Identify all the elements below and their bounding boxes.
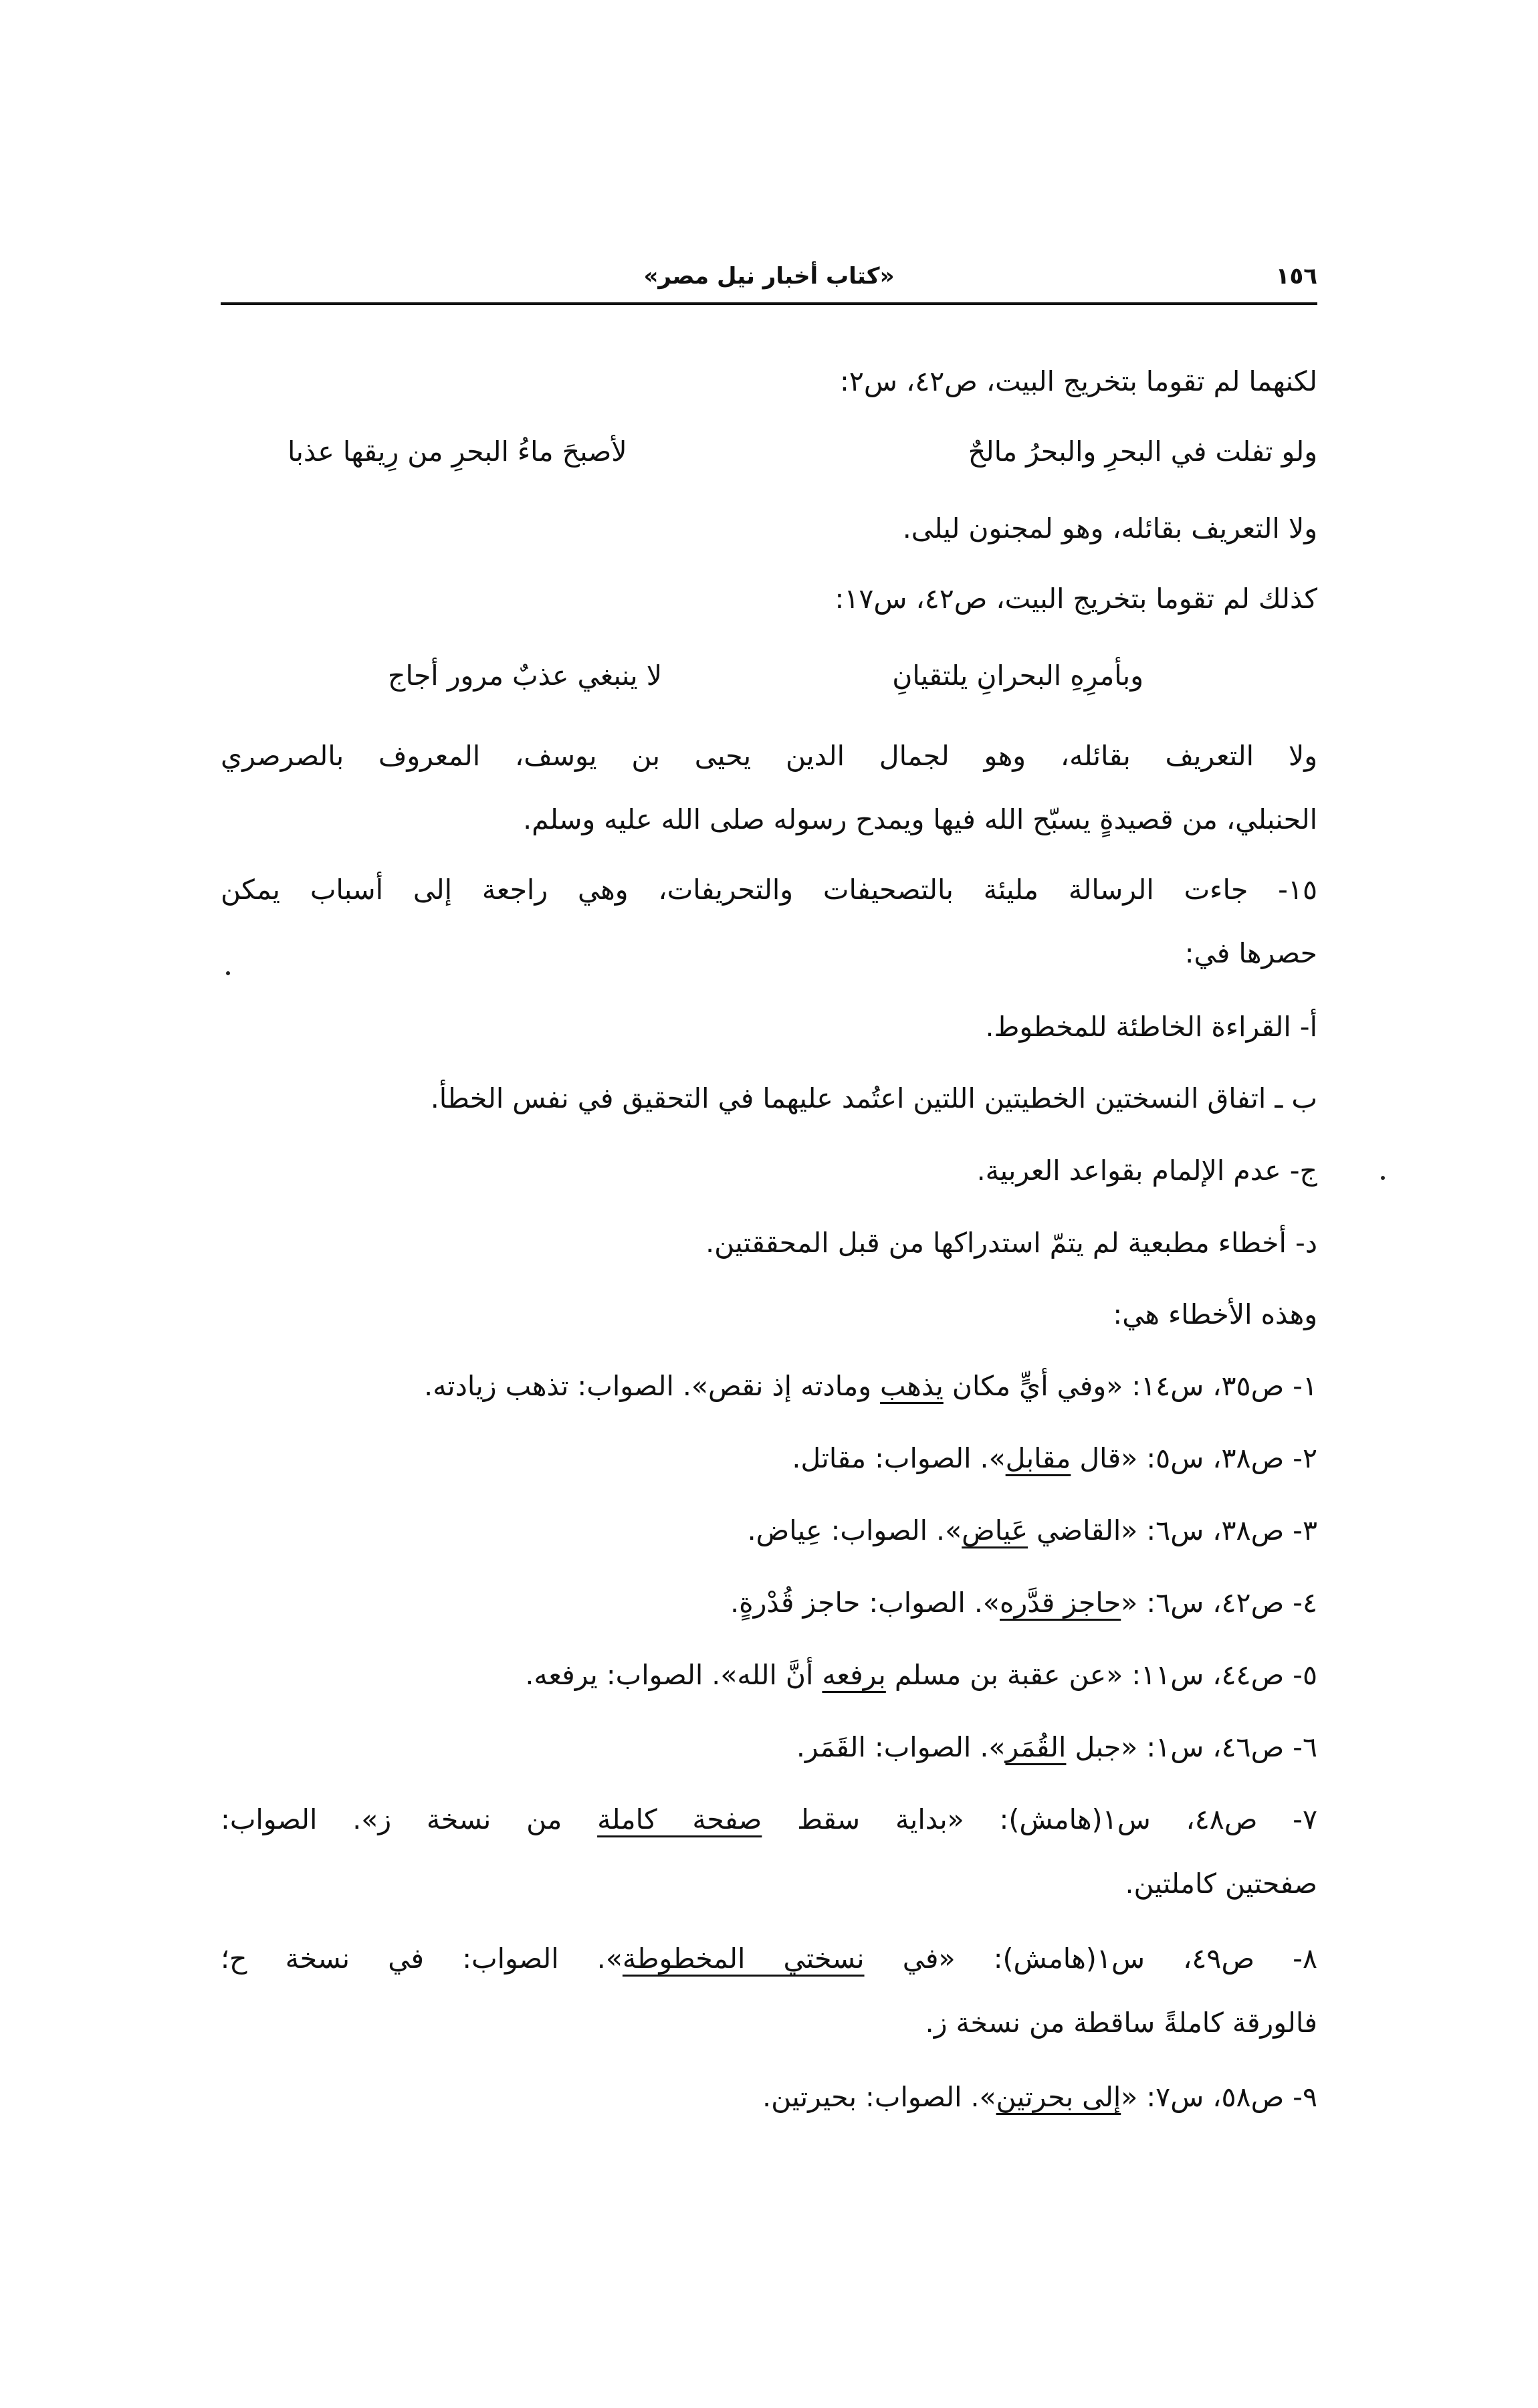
header-title: «كتاب أخبار نيل مصر»: [643, 263, 895, 290]
verse1-first-hemistich: ولو تفلت في البحرِ والبحرُ مالحٌ: [968, 435, 1317, 468]
reason-d: د- أخطاء مطبعية لم يتمّ استدراكها من قبل المحققتين.: [705, 1227, 1317, 1259]
error-7-word: صفحة كاملة: [597, 1803, 762, 1835]
page-number: ١٥٦: [1275, 263, 1317, 290]
point-15-cont: حصرها في:: [1184, 937, 1317, 969]
error-3-word: عَياض: [962, 1514, 1028, 1546]
line-attribution-2-cont: الحنبلي، من قصيدةٍ يسبّح الله فيها ويمدح رسوله صلى الله عليه وسلم.: [523, 803, 1317, 835]
error-9-word: إلى بحرتين: [996, 2081, 1121, 2113]
error-1-word: يذهب: [880, 1370, 944, 1402]
stray-mark-2: [1381, 1176, 1385, 1180]
verse2-first-hemistich: وبأمرِهِ البحرانِ يلتقيانِ: [892, 660, 1143, 692]
error-item-1: ١- ص٣٥، س١٤: «وفي أيٍّ مكان يذهب ومادته إذ نقص». الصواب: تذهب زيادته.: [424, 1370, 1317, 1402]
error-item-6: ٦- ص٤٦، س١: «جبل القُمَر». الصواب: القَمَر.: [796, 1731, 1317, 1763]
line-no-takhrij-2: كذلك لم تقوما بتخريج البيت، ص٤٢، س١٧:: [835, 583, 1317, 615]
point-15: ١٥- جاءت الرسالة مليئة بالتصحيفات والتحريفات، وهي راجعة إلى أسباب يمكن: [221, 874, 1317, 906]
reason-b: ب ـ اتفاق النسختين الخطيتين اللتين اعتُمد عليهما في التحقيق في نفس الخطأ.: [430, 1082, 1317, 1114]
verse1-second-hemistich: لأصبحَ ماءُ البحرِ من رِيقها عذبا: [288, 435, 627, 468]
error-item-3: ٣- ص٣٨، س٦: «القاضي عَياض». الصواب: عِياض.: [747, 1514, 1317, 1546]
error-item-9: ٩- ص٥٨، س٧: «إلى بحرتين». الصواب: بحيرتين.: [762, 2081, 1317, 2113]
reason-a: أ- القراءة الخاطئة للمخطوط.: [985, 1011, 1317, 1043]
errors-intro: وهذه الأخطاء هي:: [1113, 1298, 1317, 1330]
error-2-word: مقابل: [1005, 1442, 1071, 1474]
error-item-7-cont: صفحتين كاملتين.: [1125, 1868, 1317, 1900]
reason-c: ج- عدم الإلمام بقواعد العربية.: [976, 1155, 1317, 1187]
line-attribution-2: ولا التعريف بقائله، وهو لجمال الدين يحيى بن يوسف، المعروف بالصرصري: [221, 740, 1317, 772]
error-item-2: ٢- ص٣٨، س٥: «قال مقابل». الصواب: مقاتل.: [792, 1442, 1317, 1474]
running-header: [221, 258, 1317, 304]
error-item-4: ٤- ص٤٢، س٦: «حاجز قدَّره». الصواب: حاجز قُدْرةٍ.: [730, 1587, 1317, 1619]
stray-mark: [226, 971, 230, 975]
line-no-takhrij-1: لكنهما لم تقوما بتخريج البيت، ص٤٢، س٢:: [840, 365, 1317, 397]
error-item-8: ٨- ص٤٩، س١(هامش): «في نسختي المخطوطة». الصواب: في نسخة ح؛: [221, 1942, 1317, 1975]
error-6-word: القُمَر: [1005, 1731, 1067, 1763]
error-4-word: حاجز قدَّره: [999, 1587, 1121, 1619]
error-item-7: ٧- ص٤٨، س١(هامش): «بداية سقط صفحة كاملة من نسخة ز». الصواب:: [221, 1803, 1317, 1835]
line-attribution-1: ولا التعريف بقائله، وهو لمجنون ليلى.: [902, 512, 1317, 544]
error-item-8-cont: فالورقة كاملةً ساقطة من نسخة ز.: [925, 2007, 1317, 2039]
error-item-5: ٥- ص٤٤، س١١: «عن عقبة بن مسلم برفعه أنَّ الله». الصواب: يرفعه.: [525, 1659, 1317, 1691]
header-rule: [221, 302, 1317, 305]
error-8-word: نسختي المخطوطة: [622, 1942, 865, 1975]
error-5-word: برفعه: [822, 1659, 886, 1691]
verse2-second-hemistich: لا ينبغي عذبٌ مرور أجاج: [388, 660, 663, 692]
